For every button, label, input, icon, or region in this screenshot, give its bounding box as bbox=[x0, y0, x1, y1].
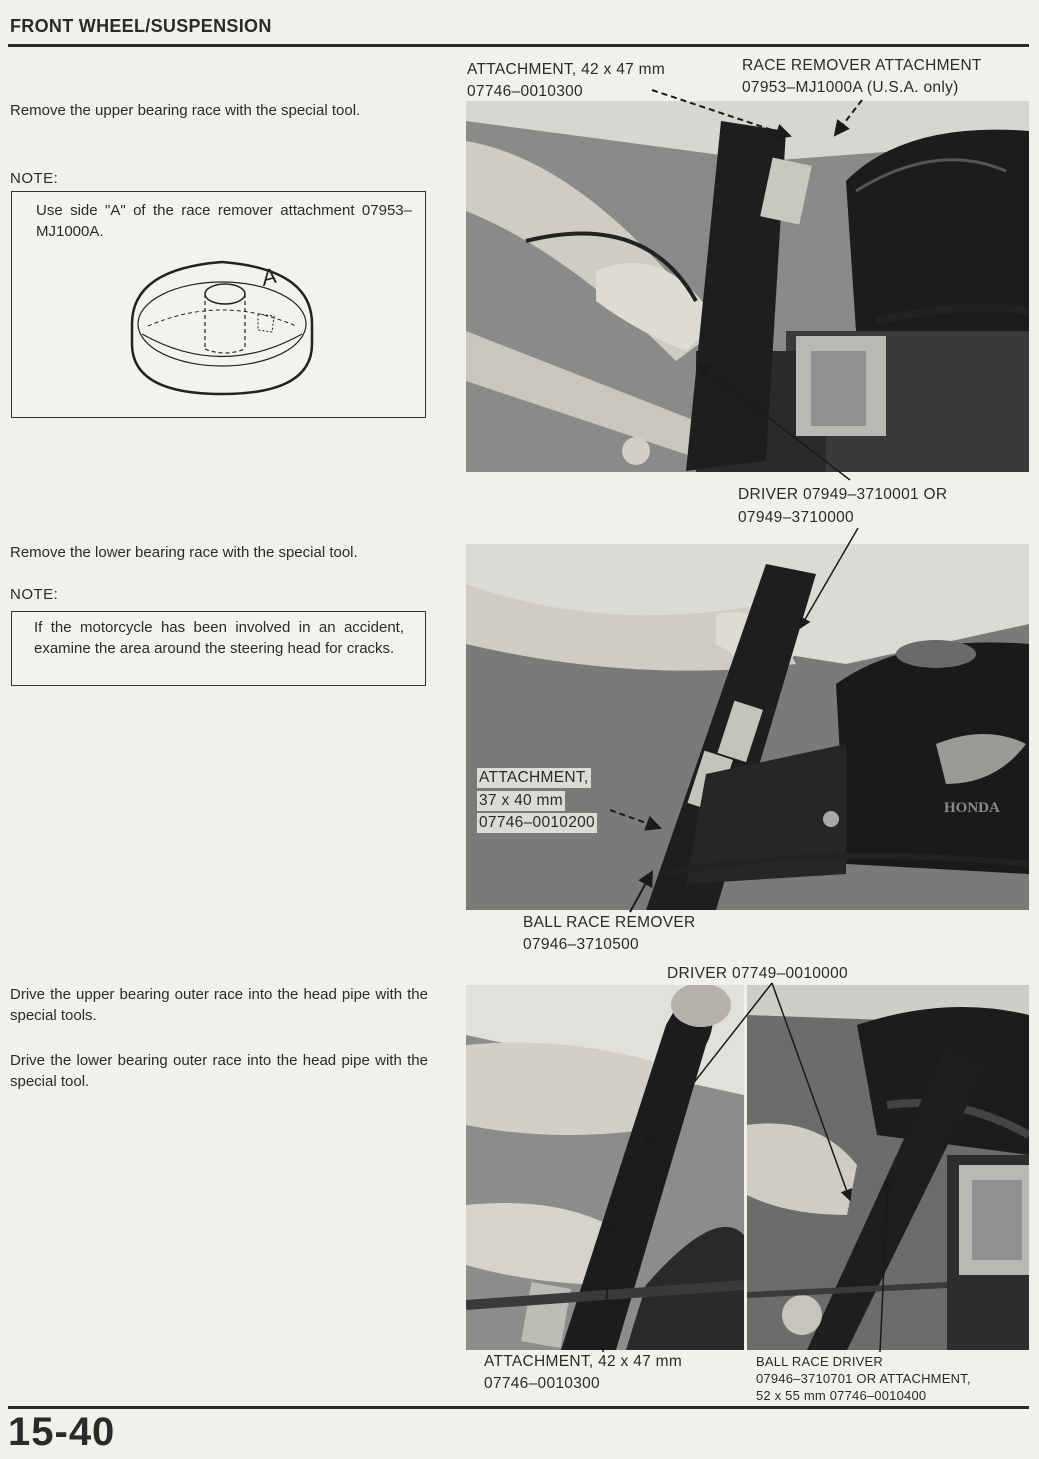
step1-note-text: Use side "A" of the race remover attachment 07953–MJ1000A. bbox=[36, 202, 412, 240]
callout-driver-line1: DRIVER 07949–3710001 OR bbox=[738, 486, 948, 503]
callout-attachment-42x47-install-part: 07746–0010300 bbox=[484, 1375, 600, 1392]
footer-rule bbox=[8, 1406, 1029, 1409]
photo-upper-race-install-art bbox=[466, 985, 744, 1350]
tank-logo: HONDA bbox=[944, 800, 1000, 816]
callout-race-remover: RACE REMOVER ATTACHMENT bbox=[742, 57, 982, 74]
photo-lower-race-install-art bbox=[747, 985, 1029, 1350]
callout-ball-race-remover-part: 07946–3710500 bbox=[523, 936, 639, 953]
photo-upper-race-removal-art bbox=[466, 101, 1029, 472]
callout-ball-race-remover: BALL RACE REMOVER bbox=[523, 914, 696, 931]
step2-note-label: NOTE: bbox=[10, 586, 59, 603]
callout-attachment-37x40-part: 07746–0010200 bbox=[479, 814, 595, 831]
callout-race-remover-part: 07953–MJ1000A (U.S.A. only) bbox=[742, 79, 959, 96]
callout-ball-race-driver-line3: 52 x 55 mm 07746–0010400 bbox=[756, 1388, 927, 1403]
callout-driver-07749: DRIVER 07749–0010000 bbox=[667, 965, 848, 982]
page-number: 15-40 bbox=[8, 1410, 116, 1454]
callout-attachment-42x47: ATTACHMENT, 42 x 47 mm bbox=[467, 61, 666, 78]
step1-note-box bbox=[11, 191, 426, 418]
callout-ball-race-driver-line2: 07946–3710701 OR ATTACHMENT, bbox=[756, 1371, 971, 1386]
callout-ball-race-driver-line1: BALL RACE DRIVER bbox=[756, 1354, 883, 1369]
callout-attachment-42x47-install: ATTACHMENT, 42 x 47 mm bbox=[484, 1353, 683, 1370]
step3-instruction-lower: Drive the lower bearing outer race into the head pipe with the special tool. bbox=[10, 1052, 428, 1090]
callout-attachment-37x40: ATTACHMENT, bbox=[479, 769, 589, 786]
callout-attachment-37x40-size: 37 x 40 mm bbox=[479, 792, 563, 809]
step2-note-text: If the motorcycle has been involved in an accident, examine the area around the steering head for cracks. bbox=[34, 619, 404, 657]
step2-instruction: Remove the lower bearing race with the special tool. bbox=[10, 544, 358, 561]
callout-driver-line2: 07949–3710000 bbox=[738, 509, 854, 526]
step1-instruction: Remove the upper bearing race with the special tool. bbox=[10, 102, 361, 119]
step1-note-label: NOTE: bbox=[10, 170, 59, 187]
photo-upper-race-install bbox=[466, 985, 744, 1350]
step3-instruction-upper: Drive the upper bearing outer race into the head pipe with the special tools. bbox=[10, 986, 428, 1024]
photo-lower-race-removal-art bbox=[466, 544, 1029, 910]
side-a-mark: A bbox=[258, 262, 280, 291]
callout-attachment-42x47-part: 07746–0010300 bbox=[467, 83, 583, 100]
step2-note-box bbox=[11, 611, 426, 686]
section-title: FRONT WHEEL/SUSPENSION bbox=[10, 16, 272, 36]
photo-lower-race-install bbox=[747, 985, 1029, 1350]
header-rule bbox=[8, 44, 1029, 47]
photo-upper-race-removal bbox=[466, 101, 1029, 472]
photo-lower-race-removal bbox=[466, 544, 1029, 910]
race-remover-diagram bbox=[122, 254, 322, 404]
